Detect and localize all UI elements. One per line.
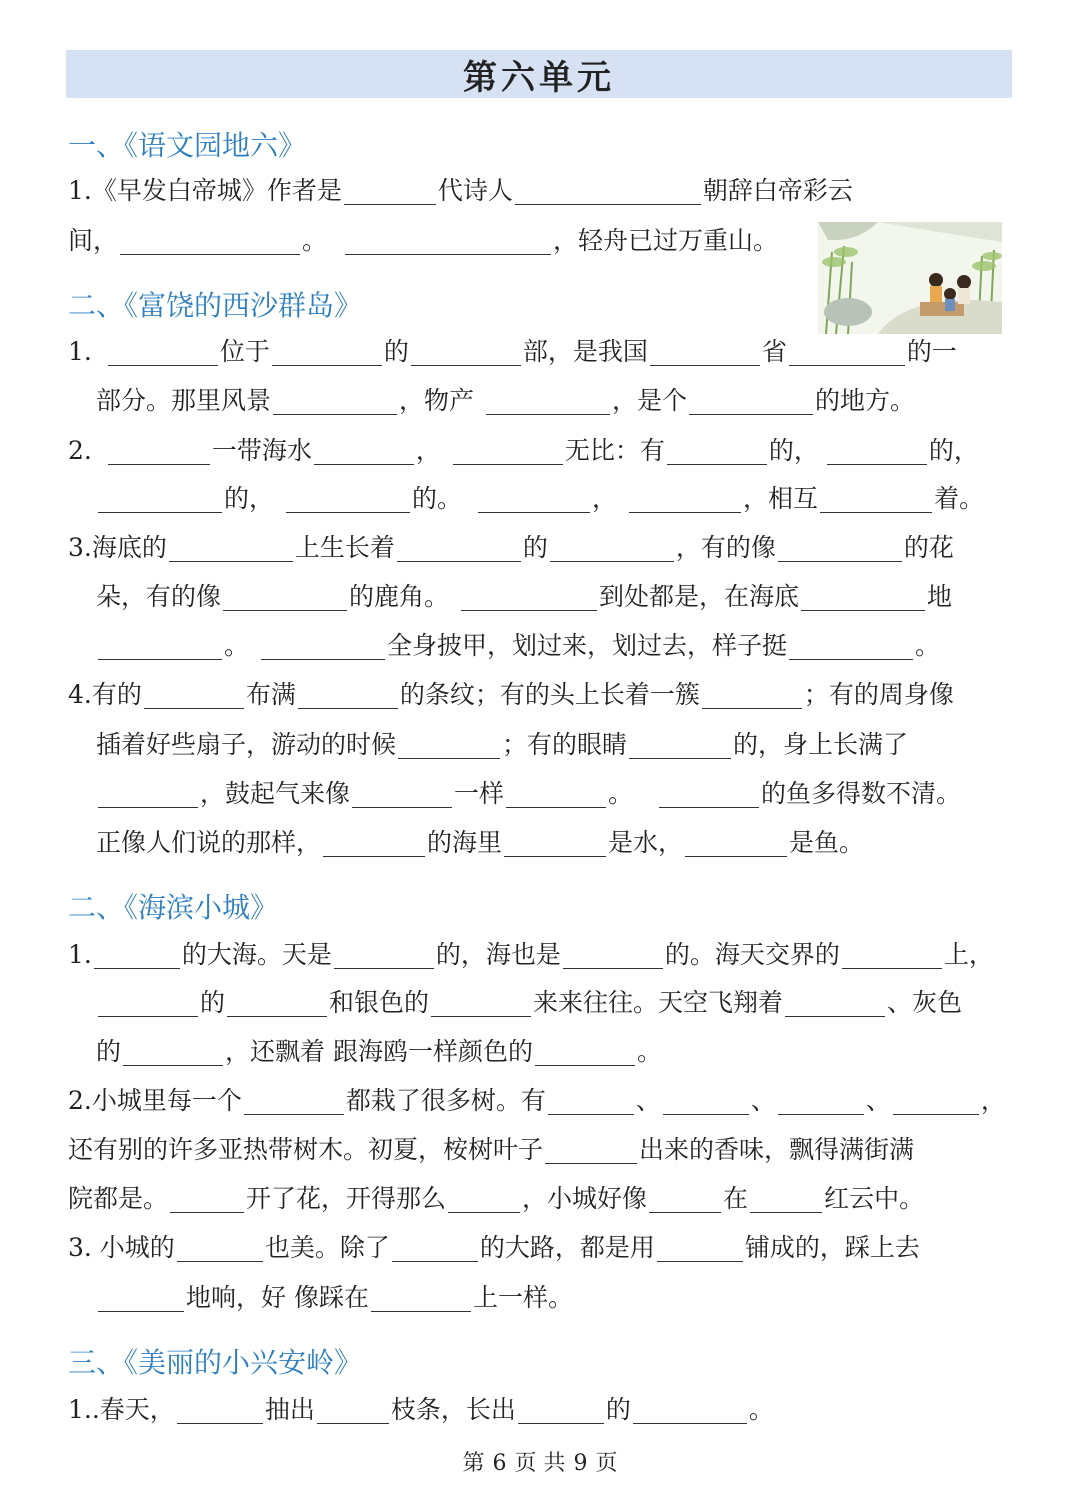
text-segment: 在 [723, 1184, 749, 1213]
text-segment: 上生长着 [294, 533, 395, 562]
text-segment: 是水， [608, 828, 684, 857]
question-line [96, 1035, 662, 1069]
fill-blank[interactable] [397, 535, 521, 562]
text-segment: 正像人们说的那样， [96, 828, 322, 857]
question-line [96, 777, 961, 811]
fill-blank[interactable] [535, 1039, 635, 1066]
text-segment: 。 [302, 226, 328, 255]
fill-blank[interactable] [398, 732, 500, 759]
fill-blank[interactable] [785, 990, 885, 1017]
fill-blank[interactable] [94, 942, 180, 969]
fill-blank[interactable] [702, 682, 802, 709]
fill-blank[interactable] [667, 438, 767, 465]
section-heading-4: 三、《美丽的小兴安岭》 [68, 1346, 363, 1379]
fill-blank[interactable] [344, 178, 436, 205]
fill-blank[interactable] [448, 1186, 520, 1213]
fill-blank[interactable] [411, 339, 521, 366]
fill-blank[interactable] [223, 584, 347, 611]
fill-blank[interactable] [550, 535, 674, 562]
text-segment: 。 [636, 1037, 662, 1066]
fill-blank[interactable] [478, 486, 590, 513]
text-segment: 的，海也是 [435, 940, 561, 969]
text-segment: 无比：有 [564, 436, 665, 465]
text-segment: 、 [750, 1086, 776, 1115]
fill-blank[interactable] [169, 535, 293, 562]
text-segment: ，有的像 [675, 533, 776, 562]
fill-blank[interactable] [317, 1397, 389, 1424]
section-heading-2: 二、《富饶的西沙群岛》 [68, 289, 363, 322]
section-heading-1: 一、《语文园地六》 [68, 129, 307, 162]
text-segment: 的， [224, 484, 275, 513]
text-segment: ，是个 [612, 386, 688, 415]
text-segment: 抽出 [264, 1395, 315, 1424]
question-line [68, 531, 954, 565]
text-segment: 1. [68, 940, 92, 969]
text-segment: ，相互 [743, 484, 819, 513]
text-segment: 的一 [906, 337, 957, 366]
text-segment: 。 [915, 631, 941, 660]
text-segment: ，小城好像 [522, 1184, 648, 1213]
text-segment: 出来的香味，飘得满街满 [639, 1135, 915, 1164]
footer-text: 页 [595, 1451, 618, 1476]
fill-blank[interactable] [272, 339, 382, 366]
text-segment: 着。 [934, 484, 985, 513]
text-segment: 的大路，都是用 [479, 1233, 655, 1262]
text-segment: 的 [200, 988, 226, 1017]
fill-blank[interactable] [820, 486, 932, 513]
text-segment: 朝辞白帝彩云 [702, 176, 853, 205]
text-segment: 到处都是，在海底 [599, 582, 800, 611]
question-line [68, 1133, 914, 1167]
fill-blank[interactable] [392, 1235, 478, 1262]
text-segment: ， [592, 484, 618, 513]
fill-blank[interactable] [170, 1186, 244, 1213]
text-segment: 的地方。 [815, 386, 916, 415]
text-segment: 铺成的，踩上去 [744, 1233, 920, 1262]
fill-blank[interactable] [323, 830, 425, 857]
text-segment: 的， [928, 436, 979, 465]
fill-blank[interactable] [98, 1285, 184, 1312]
text-segment: 的花 [903, 533, 954, 562]
fill-blank[interactable] [298, 682, 398, 709]
text-segment: 3.海底的 [68, 533, 167, 562]
text-segment: 位于 [219, 337, 270, 366]
fill-blank[interactable] [629, 732, 731, 759]
fill-blank[interactable] [789, 633, 913, 660]
text-segment: 1.《早发白帝城》作者是 [68, 176, 342, 205]
footer-text: 页 共 [514, 1451, 566, 1476]
text-segment: 全身披甲，划过来，划过去，样子挺 [387, 631, 788, 660]
text-segment: 部，是我国 [522, 337, 648, 366]
text-segment: 是鱼。 [789, 828, 865, 857]
text-segment: 一样 [454, 779, 505, 808]
fill-blank[interactable] [633, 1397, 747, 1424]
page-title-bar [66, 50, 1012, 98]
text-segment: 的。 [412, 484, 463, 513]
question-line [68, 938, 994, 972]
text-segment: 和银色的 [329, 988, 430, 1017]
fill-blank[interactable] [801, 584, 925, 611]
text-segment: 省 [761, 337, 787, 366]
page-title: 第六单元 [463, 57, 615, 98]
text-segment: 的 [605, 1395, 631, 1424]
fill-blank[interactable] [227, 990, 327, 1017]
fill-blank[interactable] [352, 781, 452, 808]
fill-blank[interactable] [778, 535, 902, 562]
text-segment: 的，身上长满了 [733, 730, 909, 759]
text-segment: 还有别的许多亚热带树木。初夏，桉树叶子 [68, 1135, 544, 1164]
text-segment: ， [980, 1086, 1006, 1115]
fill-blank[interactable] [750, 1186, 822, 1213]
question-line [68, 1231, 920, 1265]
section-heading-3: 二、《海滨小城》 [68, 891, 279, 924]
fill-blank[interactable] [659, 781, 759, 808]
fill-blank[interactable] [689, 388, 813, 415]
text-segment: 的 [96, 1037, 122, 1066]
text-segment: 间， [68, 226, 119, 255]
text-segment: 上一样。 [472, 1283, 573, 1312]
text-segment: 开了花，开得那么 [246, 1184, 447, 1213]
fill-blank[interactable] [144, 682, 244, 709]
text-segment: 的鹿角。 [349, 582, 450, 611]
text-segment: 、 [865, 1086, 891, 1115]
fill-blank[interactable] [273, 388, 397, 415]
question-line [96, 580, 952, 614]
text-segment: 3. 小城的 [68, 1233, 175, 1262]
fill-blank[interactable] [778, 1088, 864, 1115]
text-segment: 部分。那里风景 [96, 386, 272, 415]
fill-blank[interactable] [177, 1235, 263, 1262]
fill-blank[interactable] [842, 942, 942, 969]
text-segment: 的海里 [427, 828, 503, 857]
text-segment: 、灰色 [887, 988, 963, 1017]
text-segment: 院都是。 [68, 1184, 169, 1213]
text-segment: 都栽了很多树。有 [345, 1086, 546, 1115]
text-segment: ，还飘着 跟海鸥一样颜色的 [225, 1037, 533, 1066]
text-segment: 上， [943, 940, 994, 969]
fill-blank[interactable] [649, 1186, 721, 1213]
fill-blank[interactable] [334, 942, 434, 969]
question-line [96, 826, 864, 860]
fill-blank[interactable] [518, 1397, 604, 1424]
text-segment: 的。海天交界的 [664, 940, 840, 969]
text-segment: ，鼓起气来像 [200, 779, 351, 808]
page-number: 6 [492, 1451, 507, 1476]
text-segment: 的 [522, 533, 548, 562]
fill-blank[interactable] [893, 1088, 979, 1115]
fill-blank[interactable] [98, 486, 222, 513]
fill-blank[interactable] [345, 228, 551, 255]
fill-blank[interactable] [629, 486, 741, 513]
fill-blank[interactable] [314, 438, 414, 465]
question-line [96, 629, 940, 663]
fill-blank[interactable] [371, 1285, 471, 1312]
illustration-children-drawing [818, 222, 1002, 334]
text-segment: 枝条，长出 [390, 1395, 516, 1424]
text-segment: 、 [635, 1086, 661, 1115]
text-segment: ；有的眼睛 [502, 730, 628, 759]
fill-blank[interactable] [663, 1088, 749, 1115]
text-segment: 2.小城里每一个 [68, 1086, 242, 1115]
text-segment: 也美。除了 [264, 1233, 390, 1262]
question-line [68, 1084, 1006, 1118]
question-line [68, 1182, 924, 1216]
text-segment: ， [415, 436, 441, 465]
fill-blank[interactable] [108, 339, 218, 366]
fill-blank[interactable] [120, 228, 300, 255]
text-segment: ，轻舟已过万重山。 [553, 226, 779, 255]
text-segment: ，物产 [399, 386, 475, 415]
fill-blank[interactable] [827, 438, 927, 465]
text-segment: 插着好些扇子，游动的时候 [96, 730, 397, 759]
fill-blank[interactable] [461, 584, 597, 611]
question-line [68, 335, 957, 369]
text-segment: 的条纹；有的头上长着一簇 [399, 680, 700, 709]
text-segment: 的大海。天是 [181, 940, 332, 969]
question-line [96, 482, 984, 516]
text-segment: 的鱼多得数不清。 [761, 779, 962, 808]
question-line [68, 678, 954, 712]
question-line [68, 1393, 774, 1427]
fill-blank[interactable] [650, 339, 760, 366]
text-segment: 的， [768, 436, 819, 465]
fill-blank[interactable] [261, 633, 385, 660]
question-line [96, 384, 915, 418]
fill-blank[interactable] [108, 438, 210, 465]
fill-blank[interactable] [563, 942, 663, 969]
question-line [96, 728, 908, 762]
text-segment: 代诗人 [437, 176, 513, 205]
text-segment: 布满 [245, 680, 296, 709]
fill-blank[interactable] [486, 388, 610, 415]
question-line [68, 434, 979, 468]
fill-blank[interactable] [123, 1039, 223, 1066]
fill-blank[interactable] [177, 1397, 263, 1424]
fill-blank[interactable] [98, 990, 198, 1017]
question-line [68, 174, 853, 208]
text-segment: 一带海水 [211, 436, 312, 465]
footer-text: 第 [462, 1451, 485, 1476]
question-line [96, 1281, 573, 1315]
fill-blank[interactable] [545, 1137, 637, 1164]
fill-blank[interactable] [98, 633, 222, 660]
question-line [96, 986, 962, 1020]
text-segment: 1. [68, 337, 92, 366]
fill-blank[interactable] [453, 438, 563, 465]
text-segment: 。 [608, 779, 634, 808]
fill-blank[interactable] [685, 830, 787, 857]
text-segment: 来来往往。天空飞翔着 [533, 988, 784, 1017]
fill-blank[interactable] [286, 486, 410, 513]
text-segment: 2. [68, 436, 92, 465]
text-segment: 朵，有的像 [96, 582, 222, 611]
fill-blank[interactable] [244, 1088, 344, 1115]
fill-blank[interactable] [504, 830, 606, 857]
text-segment: 。 [224, 631, 250, 660]
fill-blank[interactable] [789, 339, 905, 366]
fill-blank[interactable] [657, 1235, 743, 1262]
fill-blank[interactable] [506, 781, 606, 808]
text-segment: 1..春天， [68, 1395, 175, 1424]
page-footer [0, 1446, 1080, 1477]
text-segment: ；有的周身像 [803, 680, 954, 709]
text-segment: 。 [748, 1395, 774, 1424]
fill-blank[interactable] [98, 781, 198, 808]
text-segment: 4.有的 [68, 680, 142, 709]
fill-blank[interactable] [548, 1088, 634, 1115]
text-segment: 的 [383, 337, 409, 366]
total-pages: 9 [573, 1451, 588, 1476]
text-segment: 地响，好 像踩在 [186, 1283, 369, 1312]
text-segment: 红云中。 [824, 1184, 925, 1213]
text-segment: 地 [927, 582, 953, 611]
question-line [68, 224, 778, 258]
fill-blank[interactable] [431, 990, 531, 1017]
fill-blank[interactable] [515, 178, 701, 205]
